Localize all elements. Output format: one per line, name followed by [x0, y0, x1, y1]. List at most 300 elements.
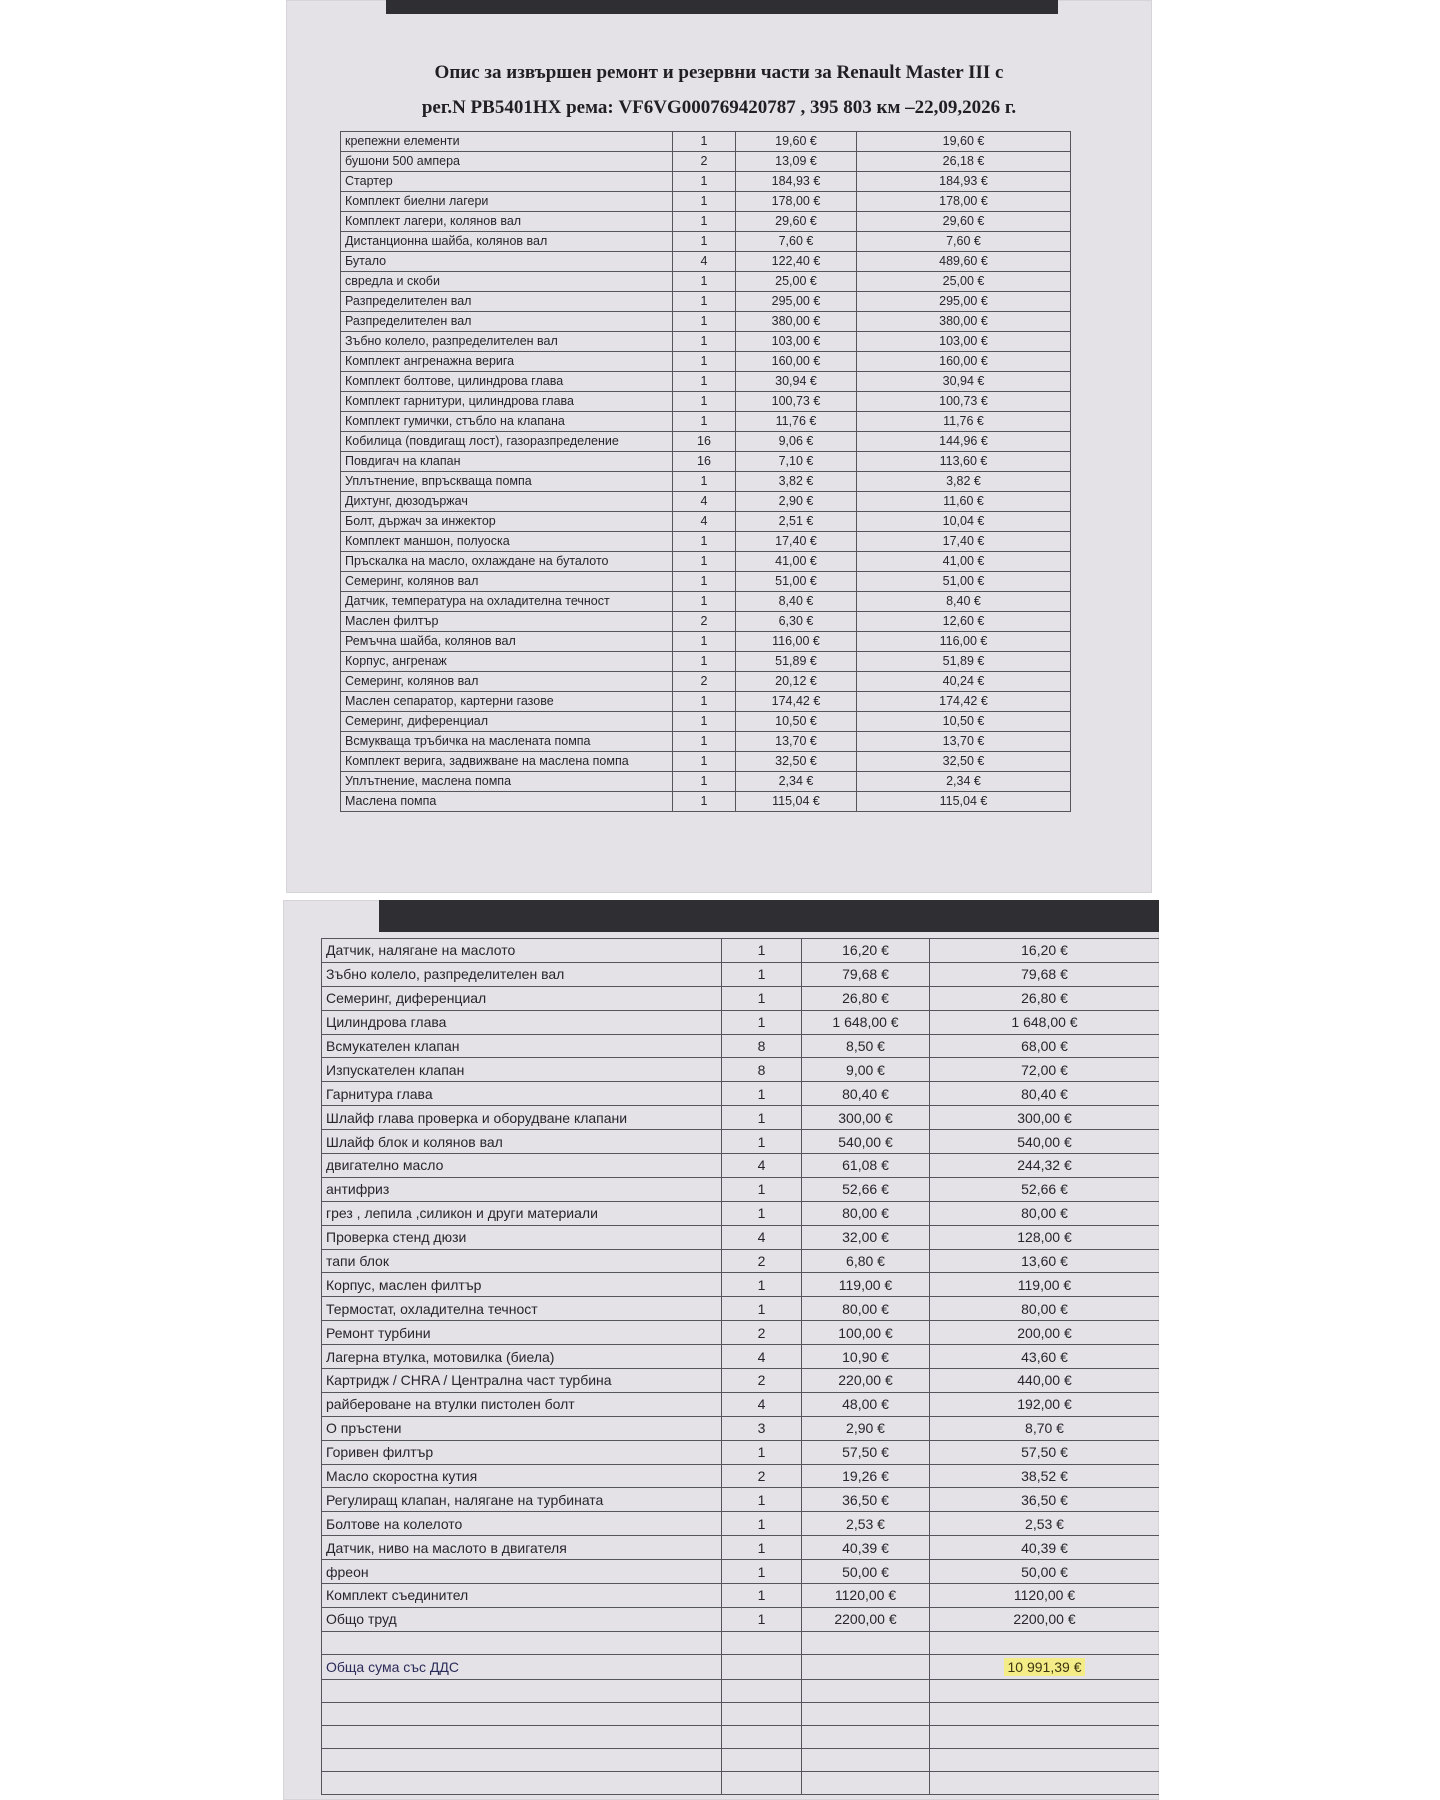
item-name-cell: Маслена помпа	[341, 792, 673, 812]
quantity-cell: 2	[722, 1369, 802, 1393]
table-row	[322, 1321, 1160, 1345]
quantity-cell: 1	[722, 1273, 802, 1297]
unit-price-cell: 13,09 €	[736, 152, 857, 172]
line-total-cell: 30,94 €	[857, 372, 1071, 392]
quantity-cell: 1	[673, 732, 736, 752]
quantity-cell: 2	[673, 152, 736, 172]
grand-total-row	[322, 1654, 1160, 1679]
quantity-cell: 1	[673, 172, 736, 192]
line-total-cell: 115,04 €	[857, 792, 1071, 812]
quantity-cell: 1	[722, 1607, 802, 1631]
table-row	[341, 792, 1071, 812]
table-row	[341, 432, 1071, 452]
unit-price-cell: 295,00 €	[736, 292, 857, 312]
quantity-cell: 1	[722, 1082, 802, 1106]
quantity-cell: 8	[722, 1034, 802, 1058]
table-row	[322, 1034, 1160, 1058]
item-name-cell: свредла и скоби	[341, 272, 673, 292]
table-row	[322, 1464, 1160, 1488]
unit-price-cell: 1 648,00 €	[802, 1010, 930, 1034]
unit-price-cell: 48,00 €	[802, 1392, 930, 1416]
item-name-cell: Дихтунг, дюзодържач	[341, 492, 673, 512]
line-total-cell: 80,00 €	[930, 1297, 1160, 1321]
item-name-cell: Ремъчна шайба, колянов вал	[341, 632, 673, 652]
table-row	[322, 986, 1160, 1010]
line-total-cell: 160,00 €	[857, 352, 1071, 372]
line-total-cell: 440,00 €	[930, 1369, 1160, 1393]
unit-price-cell: 32,50 €	[736, 752, 857, 772]
quantity-cell: 1	[722, 1106, 802, 1130]
quantity-cell: 1	[673, 192, 736, 212]
item-name-cell: Проверка стенд дюзи	[322, 1225, 722, 1249]
unit-price-cell: 80,00 €	[802, 1201, 930, 1225]
line-total-cell: 79,68 €	[930, 962, 1160, 986]
unit-price-cell: 119,00 €	[802, 1273, 930, 1297]
table-row	[322, 1177, 1160, 1201]
table-row	[341, 492, 1071, 512]
unit-price-cell: 2,34 €	[736, 772, 857, 792]
table-row	[341, 472, 1071, 492]
line-total-cell: 1120,00 €	[930, 1584, 1160, 1608]
table-row	[322, 1082, 1160, 1106]
unit-price-cell: 178,00 €	[736, 192, 857, 212]
line-total-cell: 11,60 €	[857, 492, 1071, 512]
unit-price-cell: 19,60 €	[736, 132, 857, 152]
item-name-cell: Зъбно колело, разпределителен вал	[322, 962, 722, 986]
table-row	[322, 1369, 1160, 1393]
quantity-cell: 4	[673, 252, 736, 272]
unit-price-cell: 20,12 €	[736, 672, 857, 692]
grand-total-value: 10 991,39 €	[1004, 1658, 1086, 1676]
item-name-cell: Семеринг, диференциал	[322, 986, 722, 1010]
item-name-cell: Семеринг, колянов вал	[341, 572, 673, 592]
table-row	[341, 392, 1071, 412]
table-row	[341, 252, 1071, 272]
unit-price-cell: 16,20 €	[802, 939, 930, 963]
quantity-cell: 1	[722, 1130, 802, 1154]
document-title-line-1: Опис за извършен ремонт и резервни части за Renault Master III с	[434, 62, 1004, 83]
unit-price-cell: 2,51 €	[736, 512, 857, 532]
line-total-cell: 29,60 €	[857, 212, 1071, 232]
quantity-cell: 2	[722, 1464, 802, 1488]
line-total-cell: 57,50 €	[930, 1440, 1160, 1464]
empty-row	[322, 1748, 1160, 1771]
table-row	[341, 572, 1071, 592]
item-name-cell: Комплект болтове, цилиндрова глава	[341, 372, 673, 392]
unit-price-cell: 25,00 €	[736, 272, 857, 292]
line-total-cell: 116,00 €	[857, 632, 1071, 652]
item-name-cell: Датчик, ниво на маслото в двигателя	[322, 1536, 722, 1560]
item-name-cell: грез , лепила ,силикон и други материали	[322, 1201, 722, 1225]
table-row	[341, 772, 1071, 792]
item-name-cell: Всмукваща тръбичка на маслената помпа	[341, 732, 673, 752]
empty-row	[322, 1725, 1160, 1748]
quantity-cell: 4	[722, 1154, 802, 1178]
quantity-cell: 1	[722, 1440, 802, 1464]
line-total-cell: 7,60 €	[857, 232, 1071, 252]
unit-price-cell: 17,40 €	[736, 532, 857, 552]
quantity-cell: 3	[722, 1416, 802, 1440]
item-name-cell: Картридж / CHRA / Централна част турбина	[322, 1369, 722, 1393]
table-row	[322, 962, 1160, 986]
table-row	[341, 612, 1071, 632]
empty-row	[322, 1702, 1160, 1725]
unit-price-cell: 7,60 €	[736, 232, 857, 252]
quantity-cell: 1	[722, 1488, 802, 1512]
unit-price-cell: 9,00 €	[802, 1058, 930, 1082]
unit-price-cell: 40,39 €	[802, 1536, 930, 1560]
line-total-cell: 68,00 €	[930, 1034, 1160, 1058]
line-total-cell: 40,39 €	[930, 1536, 1160, 1560]
quantity-cell: 1	[673, 272, 736, 292]
line-total-cell: 38,52 €	[930, 1464, 1160, 1488]
table-row	[322, 1512, 1160, 1536]
table-row	[341, 232, 1071, 252]
item-name-cell: фреон	[322, 1560, 722, 1584]
line-total-cell: 3,82 €	[857, 472, 1071, 492]
empty-row	[322, 1631, 1160, 1654]
line-total-cell: 200,00 €	[930, 1321, 1160, 1345]
table-row	[341, 692, 1071, 712]
item-name-cell: Шлайф глава проверка и оборудване клапани	[322, 1106, 722, 1130]
unit-price-cell: 220,00 €	[802, 1369, 930, 1393]
quantity-cell: 1	[673, 752, 736, 772]
line-total-cell: 12,60 €	[857, 612, 1071, 632]
line-total-cell: 40,24 €	[857, 672, 1071, 692]
unit-price-cell: 19,26 €	[802, 1464, 930, 1488]
table-row	[341, 632, 1071, 652]
unit-price-cell: 8,40 €	[736, 592, 857, 612]
quantity-cell: 16	[673, 452, 736, 472]
quantity-cell: 1	[673, 592, 736, 612]
line-total-cell: 380,00 €	[857, 312, 1071, 332]
line-total-cell: 192,00 €	[930, 1392, 1160, 1416]
item-name-cell: Термостат, охладителна течност	[322, 1297, 722, 1321]
quantity-cell: 1	[673, 292, 736, 312]
item-name-cell: Цилиндрова глава	[322, 1010, 722, 1034]
table-row	[322, 1584, 1160, 1608]
grand-total-label: Обща сума със ДДС	[322, 1654, 722, 1679]
line-total-cell: 2200,00 €	[930, 1607, 1160, 1631]
quantity-cell: 1	[673, 772, 736, 792]
line-total-cell: 25,00 €	[857, 272, 1071, 292]
quantity-cell: 1	[673, 712, 736, 732]
unit-price-cell: 29,60 €	[736, 212, 857, 232]
unit-price-cell: 116,00 €	[736, 632, 857, 652]
table-row	[341, 192, 1071, 212]
item-name-cell: Уплътнение, маслена помпа	[341, 772, 673, 792]
table-row	[322, 1488, 1160, 1512]
quantity-cell: 1	[673, 352, 736, 372]
unit-price-cell: 103,00 €	[736, 332, 857, 352]
quantity-cell: 1	[673, 412, 736, 432]
item-name-cell: Комплект лагери, колянов вал	[341, 212, 673, 232]
quantity-cell: 1	[673, 332, 736, 352]
unit-price-cell: 79,68 €	[802, 962, 930, 986]
unit-price-cell: 41,00 €	[736, 552, 857, 572]
item-name-cell: Горивен филтър	[322, 1440, 722, 1464]
quantity-cell: 2	[722, 1321, 802, 1345]
quantity-cell: 1	[673, 212, 736, 232]
unit-price-cell: 160,00 €	[736, 352, 857, 372]
item-name-cell: Регулиращ клапан, налягане на турбината	[322, 1488, 722, 1512]
item-name-cell: Корпус, маслен филтър	[322, 1273, 722, 1297]
line-total-cell: 80,00 €	[930, 1201, 1160, 1225]
unit-price-cell: 2,90 €	[736, 492, 857, 512]
table-row	[341, 172, 1071, 192]
table-row	[322, 1297, 1160, 1321]
table-row	[322, 1130, 1160, 1154]
line-total-cell: 128,00 €	[930, 1225, 1160, 1249]
unit-price-cell: 51,89 €	[736, 652, 857, 672]
line-total-cell: 41,00 €	[857, 552, 1071, 572]
quantity-cell: 4	[722, 1392, 802, 1416]
table-row	[341, 592, 1071, 612]
line-total-cell: 80,40 €	[930, 1082, 1160, 1106]
unit-price-cell: 6,80 €	[802, 1249, 930, 1273]
item-name-cell: Комплект биелни лагери	[341, 192, 673, 212]
line-total-cell: 113,60 €	[857, 452, 1071, 472]
line-total-cell: 43,60 €	[930, 1345, 1160, 1369]
table-row	[341, 332, 1071, 352]
unit-price-cell: 52,66 €	[802, 1177, 930, 1201]
quantity-cell: 1	[673, 312, 736, 332]
table-row	[322, 939, 1160, 963]
table-row	[341, 272, 1071, 292]
table-row	[341, 752, 1071, 772]
item-name-cell: Лагерна втулка, мотовилка (биела)	[322, 1345, 722, 1369]
line-total-cell: 178,00 €	[857, 192, 1071, 212]
line-total-cell: 100,73 €	[857, 392, 1071, 412]
quantity-cell: 1	[673, 792, 736, 812]
table-row	[341, 132, 1071, 152]
quantity-cell: 1	[722, 1584, 802, 1608]
line-total-cell: 295,00 €	[857, 292, 1071, 312]
unit-price-cell: 11,76 €	[736, 412, 857, 432]
unit-price-cell: 122,40 €	[736, 252, 857, 272]
quantity-cell: 1	[722, 1536, 802, 1560]
document-page-2	[283, 900, 1159, 1800]
item-name-cell: Комплект съединител	[322, 1584, 722, 1608]
line-total-cell: 13,60 €	[930, 1249, 1160, 1273]
table-row	[322, 1249, 1160, 1273]
item-name-cell: Комплект гумички, стъбло на клапана	[341, 412, 673, 432]
table-row	[322, 1345, 1160, 1369]
line-total-cell: 540,00 €	[930, 1130, 1160, 1154]
item-name-cell: Масло скоростна кутия	[322, 1464, 722, 1488]
table-row	[322, 1536, 1160, 1560]
quantity-cell: 1	[673, 532, 736, 552]
line-total-cell: 119,00 €	[930, 1273, 1160, 1297]
unit-price-cell: 30,94 €	[736, 372, 857, 392]
item-name-cell: Комплект маншон, полуоска	[341, 532, 673, 552]
quantity-cell: 1	[673, 632, 736, 652]
line-total-cell: 26,18 €	[857, 152, 1071, 172]
table-row	[322, 1607, 1160, 1631]
quantity-cell: 1	[722, 962, 802, 986]
unit-price-cell: 7,10 €	[736, 452, 857, 472]
page-top-band	[386, 0, 1058, 14]
item-name-cell: Гарнитура глава	[322, 1082, 722, 1106]
quantity-cell: 4	[673, 512, 736, 532]
line-total-cell: 26,80 €	[930, 986, 1160, 1010]
quantity-cell: 1	[673, 472, 736, 492]
item-name-cell: Семеринг, колянов вал	[341, 672, 673, 692]
unit-price-cell: 80,40 €	[802, 1082, 930, 1106]
item-name-cell: Изпускателен клапан	[322, 1058, 722, 1082]
quantity-cell: 1	[673, 392, 736, 412]
item-name-cell: О пръстени	[322, 1416, 722, 1440]
quantity-cell: 4	[722, 1225, 802, 1249]
unit-price-cell: 100,00 €	[802, 1321, 930, 1345]
parts-table-page-1	[340, 131, 1071, 812]
line-total-cell: 489,60 €	[857, 252, 1071, 272]
line-total-cell: 103,00 €	[857, 332, 1071, 352]
unit-price-cell: 36,50 €	[802, 1488, 930, 1512]
item-name-cell: Разпределителен вал	[341, 292, 673, 312]
unit-price-cell: 10,90 €	[802, 1345, 930, 1369]
line-total-cell: 51,89 €	[857, 652, 1071, 672]
page-top-band	[379, 900, 1159, 932]
item-name-cell: тапи блок	[322, 1249, 722, 1273]
unit-price-cell: 80,00 €	[802, 1297, 930, 1321]
item-name-cell: Корпус, ангренаж	[341, 652, 673, 672]
unit-price-cell: 13,70 €	[736, 732, 857, 752]
parts-table-page-2	[321, 938, 1159, 1795]
table-row	[341, 552, 1071, 572]
unit-price-cell: 300,00 €	[802, 1106, 930, 1130]
quantity-cell: 1	[673, 372, 736, 392]
item-name-cell: Комплект гарнитури, цилиндрова глава	[341, 392, 673, 412]
table-row	[341, 212, 1071, 232]
quantity-cell: 2	[722, 1249, 802, 1273]
unit-price-cell: 61,08 €	[802, 1154, 930, 1178]
item-name-cell: Комплект верига, задвижване на маслена помпа	[341, 752, 673, 772]
table-row	[322, 1058, 1160, 1082]
item-name-cell: бушони 500 ампера	[341, 152, 673, 172]
table-row	[341, 672, 1071, 692]
item-name-cell: Маслен филтър	[341, 612, 673, 632]
unit-price-cell: 50,00 €	[802, 1560, 930, 1584]
unit-price-cell: 184,93 €	[736, 172, 857, 192]
quantity-cell: 1	[673, 572, 736, 592]
line-total-cell: 244,32 €	[930, 1154, 1160, 1178]
quantity-cell: 4	[722, 1345, 802, 1369]
item-name-cell: Болтове на колелото	[322, 1512, 722, 1536]
unit-price-cell: 26,80 €	[802, 986, 930, 1010]
item-name-cell: Бутало	[341, 252, 673, 272]
quantity-cell: 1	[673, 232, 736, 252]
line-total-cell: 72,00 €	[930, 1058, 1160, 1082]
unit-price-cell: 3,82 €	[736, 472, 857, 492]
item-name-cell: Датчик, налягане на маслото	[322, 939, 722, 963]
item-name-cell: Маслен сепаратор, картерни газове	[341, 692, 673, 712]
item-name-cell: Общо труд	[322, 1607, 722, 1631]
item-name-cell: Разпределителен вал	[341, 312, 673, 332]
unit-price-cell: 9,06 €	[736, 432, 857, 452]
unit-price-cell: 2200,00 €	[802, 1607, 930, 1631]
item-name-cell: Дистанционна шайба, колянов вал	[341, 232, 673, 252]
quantity-cell: 4	[673, 492, 736, 512]
quantity-cell: 1	[673, 132, 736, 152]
item-name-cell: двигателно масло	[322, 1154, 722, 1178]
table-row	[341, 152, 1071, 172]
unit-price-cell: 540,00 €	[802, 1130, 930, 1154]
empty-row	[322, 1679, 1160, 1702]
table-row	[322, 1154, 1160, 1178]
table-row	[341, 712, 1071, 732]
document-title-line-2: рег.N PB5401HX рема: VF6VG000769420787 , 395 803 км –22,09,2026 г.	[421, 97, 1017, 118]
line-total-cell: 10,50 €	[857, 712, 1071, 732]
item-name-cell: Пръскалка на масло, охлаждане на буталото	[341, 552, 673, 572]
line-total-cell: 51,00 €	[857, 572, 1071, 592]
item-name-cell: антифриз	[322, 1177, 722, 1201]
unit-price-cell: 1120,00 €	[802, 1584, 930, 1608]
line-total-cell: 16,20 €	[930, 939, 1160, 963]
unit-price-cell: 174,42 €	[736, 692, 857, 712]
line-total-cell: 17,40 €	[857, 532, 1071, 552]
quantity-cell: 1	[722, 939, 802, 963]
quantity-cell: 2	[673, 672, 736, 692]
item-name-cell: Зъбно колело, разпределителен вал	[341, 332, 673, 352]
quantity-cell: 1	[722, 1010, 802, 1034]
quantity-cell: 2	[673, 612, 736, 632]
unit-price-cell: 380,00 €	[736, 312, 857, 332]
unit-price-cell: 57,50 €	[802, 1440, 930, 1464]
empty-row	[322, 1771, 1160, 1794]
unit-price-cell: 8,50 €	[802, 1034, 930, 1058]
unit-price-cell: 51,00 €	[736, 572, 857, 592]
line-total-cell: 2,34 €	[857, 772, 1071, 792]
quantity-cell: 1	[673, 692, 736, 712]
unit-price-cell: 115,04 €	[736, 792, 857, 812]
quantity-cell: 1	[722, 1177, 802, 1201]
line-total-cell: 174,42 €	[857, 692, 1071, 712]
table-row	[322, 1201, 1160, 1225]
item-name-cell: Ремонт турбини	[322, 1321, 722, 1345]
table-row	[322, 1440, 1160, 1464]
line-total-cell: 8,40 €	[857, 592, 1071, 612]
line-total-cell: 19,60 €	[857, 132, 1071, 152]
line-total-cell: 1 648,00 €	[930, 1010, 1160, 1034]
table-row	[341, 452, 1071, 472]
table-row	[341, 512, 1071, 532]
table-row	[322, 1416, 1160, 1440]
line-total-cell: 300,00 €	[930, 1106, 1160, 1130]
quantity-cell: 16	[673, 432, 736, 452]
table-row	[341, 732, 1071, 752]
unit-price-cell: 6,30 €	[736, 612, 857, 632]
line-total-cell: 13,70 €	[857, 732, 1071, 752]
item-name-cell: Стартер	[341, 172, 673, 192]
table-row	[322, 1225, 1160, 1249]
line-total-cell: 36,50 €	[930, 1488, 1160, 1512]
unit-price-cell: 100,73 €	[736, 392, 857, 412]
item-name-cell: крепежни елементи	[341, 132, 673, 152]
table-row	[322, 1273, 1160, 1297]
table-row	[341, 412, 1071, 432]
unit-price-cell: 10,50 €	[736, 712, 857, 732]
table-row	[322, 1010, 1160, 1034]
table-row	[341, 312, 1071, 332]
line-total-cell: 2,53 €	[930, 1512, 1160, 1536]
item-name-cell: Кобилица (повдигащ лост), газоразпределение	[341, 432, 673, 452]
quantity-cell: 1	[673, 552, 736, 572]
table-row	[341, 372, 1071, 392]
quantity-cell: 1	[673, 652, 736, 672]
unit-price-cell: 32,00 €	[802, 1225, 930, 1249]
line-total-cell: 50,00 €	[930, 1560, 1160, 1584]
